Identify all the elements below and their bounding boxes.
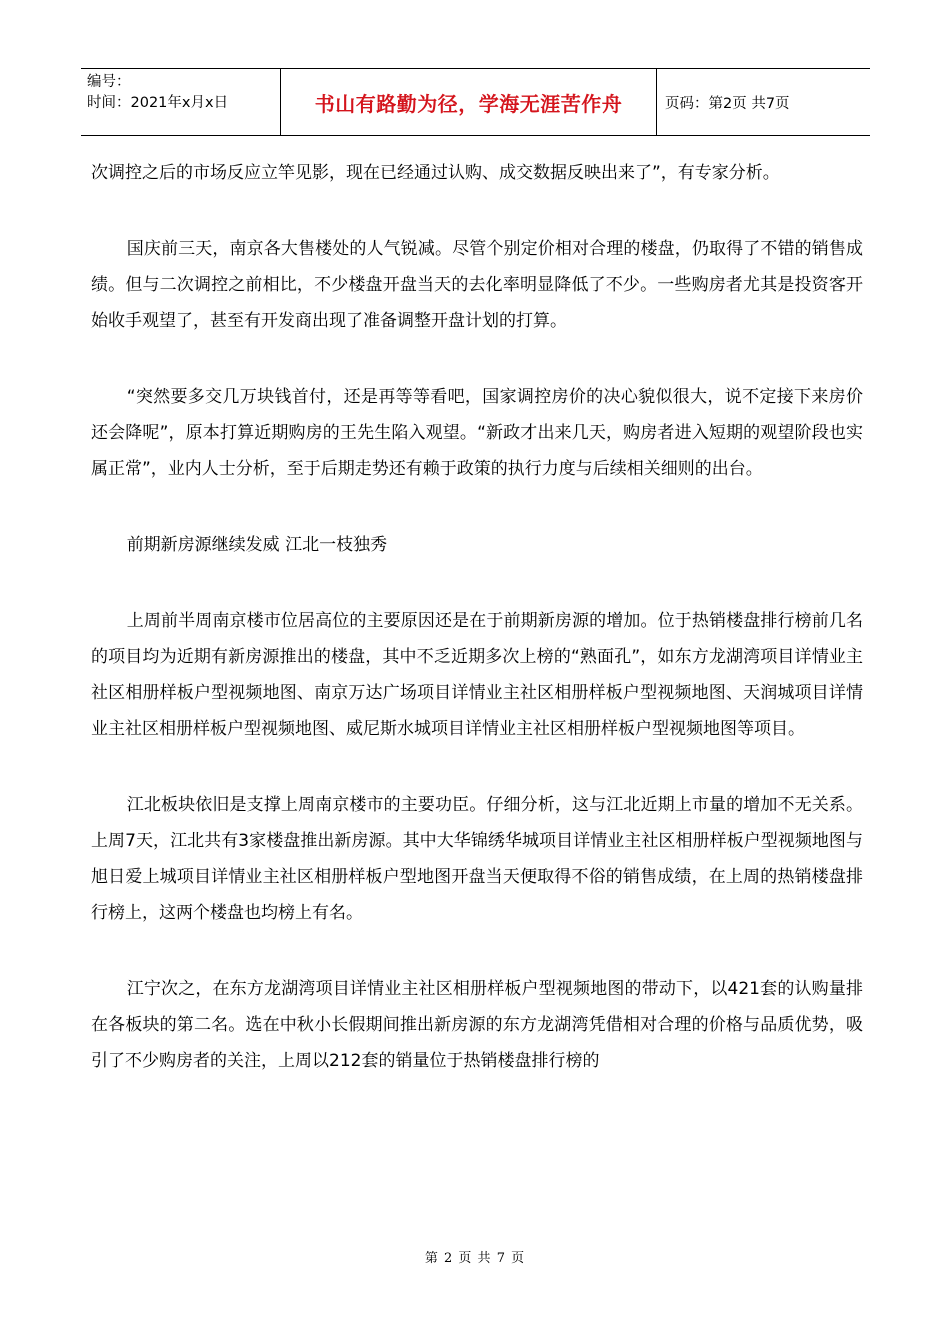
header-right-cell [657,69,870,135]
paragraph-continuation: 次调控之后的市场反应立竿见影，现在已经通过认购、成交数据反映出来了”，有专家分析。 [91,163,780,183]
paragraph: 江北板块依旧是支撑上周南京楼市的主要功臣。仔细分析，这与江北近期上市量的增加不无关系。上周7天，江北共有3家楼盘推出新房源。其中大华锦绣华城项目详情业主社区相册样板户型视频地图与旭日爱上城项目详情业主社区相册样板户型地图开盘当天便取得不俗的销售成绩，在上周的热销楼盘排行榜上，这两个楼盘也均榜上有名。 [91,795,863,923]
paragraph: 江宁次之，在东方龙湖湾项目详情业主社区相册样板户型视频地图的带动下，以421套的认购量排在各板块的第二名。选在中秋小长假期间推出新房源的东方龙湖湾凭借相对合理的价格与品质优势，吸引了不少购房者的关注，上周以212套的销量位于热销楼盘排行榜的 [91,979,863,1071]
document-number-label: 编号： [87,74,131,90]
header-page-label: 页码：第2页 共7页 [665,95,790,112]
paragraph: 上周前半周南京楼市位居高位的主要原因还是在于前期新房源的增加。位于热销楼盘排行榜前几名的项目均为近期有新房源推出的楼盘，其中不乏近期多次上榜的“熟面孔”，如东方龙湖湾项目详情业主社区相册样板户型视频地图、南京万达广场项目详情业主社区相册样板户型视频地图、天润城项目详情业主社区相册样板户型视频地图、威尼斯水城项目详情业主社区相册样板户型视频地图等项目。 [91,611,863,739]
header-middle-cell [281,69,657,135]
paragraph: 国庆前三天，南京各大售楼处的人气锐减。尽管个别定价相对合理的楼盘，仍取得了不错的销售成绩。但与二次调控之前相比，不少楼盘开盘当天的去化率明显降低了不少。一些购房者尤其是投资客开始收手观望了，甚至有开发商出现了准备调整开盘计划的打算。 [91,239,863,331]
page-footer: 第 2 页 共 7 页 [424,1251,526,1266]
document-body [91,155,863,1119]
header-table [81,68,870,136]
paragraph: “突然要多交几万块钱首付，还是再等等看吧，国家调控房价的决心貌似很大，说不定接下来房价还会降呢”，原本打算近期购房的王先生陷入观望。“新政才出来几天，购房者进入短期的观望阶段也实属正常”，业内人士分析，至于后期走势还有赖于政策的执行力度与后续相关细则的出台。 [91,387,863,479]
section-heading: 前期新房源继续发威 江北一枝独秀 [126,535,388,555]
document-date-label: 时间：2021年x月x日 [87,95,229,111]
header-left-cell [81,69,281,135]
header-motto: 书山有路勤为径，学海无涯苦作舟 [314,91,623,116]
